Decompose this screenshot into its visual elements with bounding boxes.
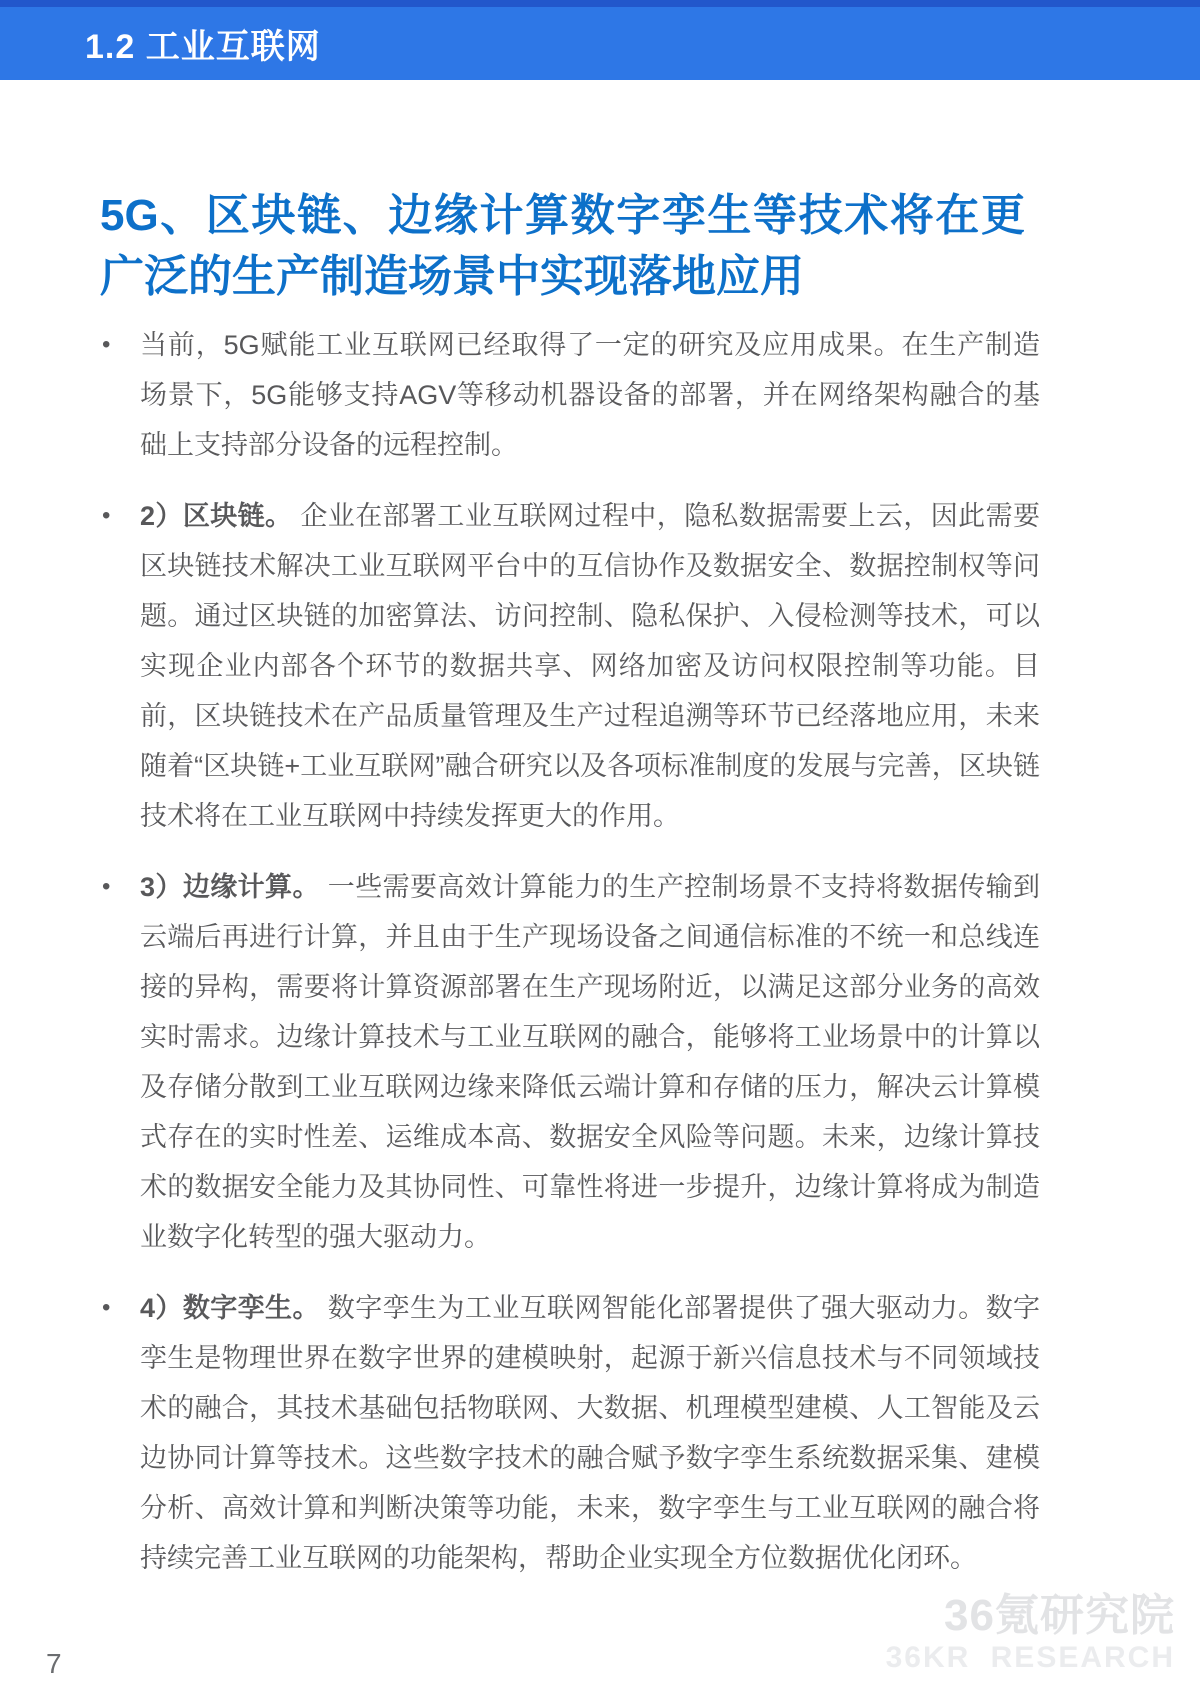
bullet-text: 数字孪生为工业互联网智能化部署提供了强大驱动力。数字孪生是物理世界在数字世界的建模映射，起源于新兴信息技术与不同领域技术的融合，其技术基础包括物联网、大数据、机理模型建模、人工智能及云边协同计算等技术。这些数字技术的融合赋予数字孪生系统数据采集、建模分析、高效计算和判断决策等功能，未来，数字孪生与工业互联网的融合将持续完善工业互联网的功能架构，帮助企业实现全方位数据优化闭环。 [140, 1293, 1040, 1573]
bullet-text: 一些需要高效计算能力的生产控制场景不支持将数据传输到云端后再进行计算，并且由于生产现场设备之间通信标准的不统一和总线连接的异构，需要将计算资源部署在生产现场附近，以满足这部分业务的高效实时需求。边缘计算技术与工业互联网的融合，能够将工业场景中的计算以及存储分散到工业互联网边缘来降低云端计算和存储的压力，解决云计算模式存在的实时性差、运维成本高、数据安全风险等问题。未来，边缘计算技术的数据安全能力及其协同性、可靠性将进一步提升，边缘计算将成为制造业数字化转型的强大驱动力。 [140, 872, 1040, 1252]
bullet-text: 企业在部署工业互联网过程中，隐私数据需要上云，因此需要区块链技术解决工业互联网平台中的互信协作及数据安全、数据控制权等问题。通过区块链的加密算法、访问控制、隐私保护、入侵检测等技术，可以实现企业内部各个环节的数据共享、网络加密及访问权限控制等功能。目前，区块链技术在产品质量管理及生产过程追溯等环节已经落地应用，未来随着“区块链+工业互联网”融合研究以及各项标准制度的发展与完善，区块链技术将在工业互联网中持续发挥更大的作用。 [140, 501, 1040, 831]
bullet-icon: • [102, 1294, 111, 1321]
bullet-lead: 2）区块链。 [140, 501, 293, 531]
watermark-cn: 36氪研究院 [944, 1591, 1175, 1640]
list-item [100, 320, 1040, 470]
list-item [100, 1283, 1040, 1583]
watermark [886, 1592, 1175, 1676]
bullet-lead: 3）边缘计算。 [140, 872, 320, 902]
list-item [100, 862, 1040, 1262]
bullet-icon: • [102, 873, 111, 900]
page-title: 5G、区块链、边缘计算数字孪生等技术将在更广泛的生产制造场景中实现落地应用 [100, 191, 1025, 302]
page-number: 7 [46, 1648, 62, 1679]
bullet-text: 当前，5G赋能工业互联网已经取得了一定的研究及应用成果。在生产制造场景下，5G能够支持AGV等移动机器设备的部署，并在网络架构融合的基础上支持部分设备的远程控制。 [140, 330, 1040, 460]
bullet-list [100, 320, 1040, 1604]
bullet-icon: • [102, 331, 111, 358]
watermark-en: 36KR RESEARCH [885, 1641, 1175, 1674]
list-item [100, 491, 1040, 841]
bullet-icon: • [102, 502, 111, 529]
section-title: 1.2 工业互联网 [85, 28, 321, 66]
section-header-bar [0, 0, 1200, 80]
bullet-lead: 4）数字孪生。 [140, 1293, 320, 1323]
